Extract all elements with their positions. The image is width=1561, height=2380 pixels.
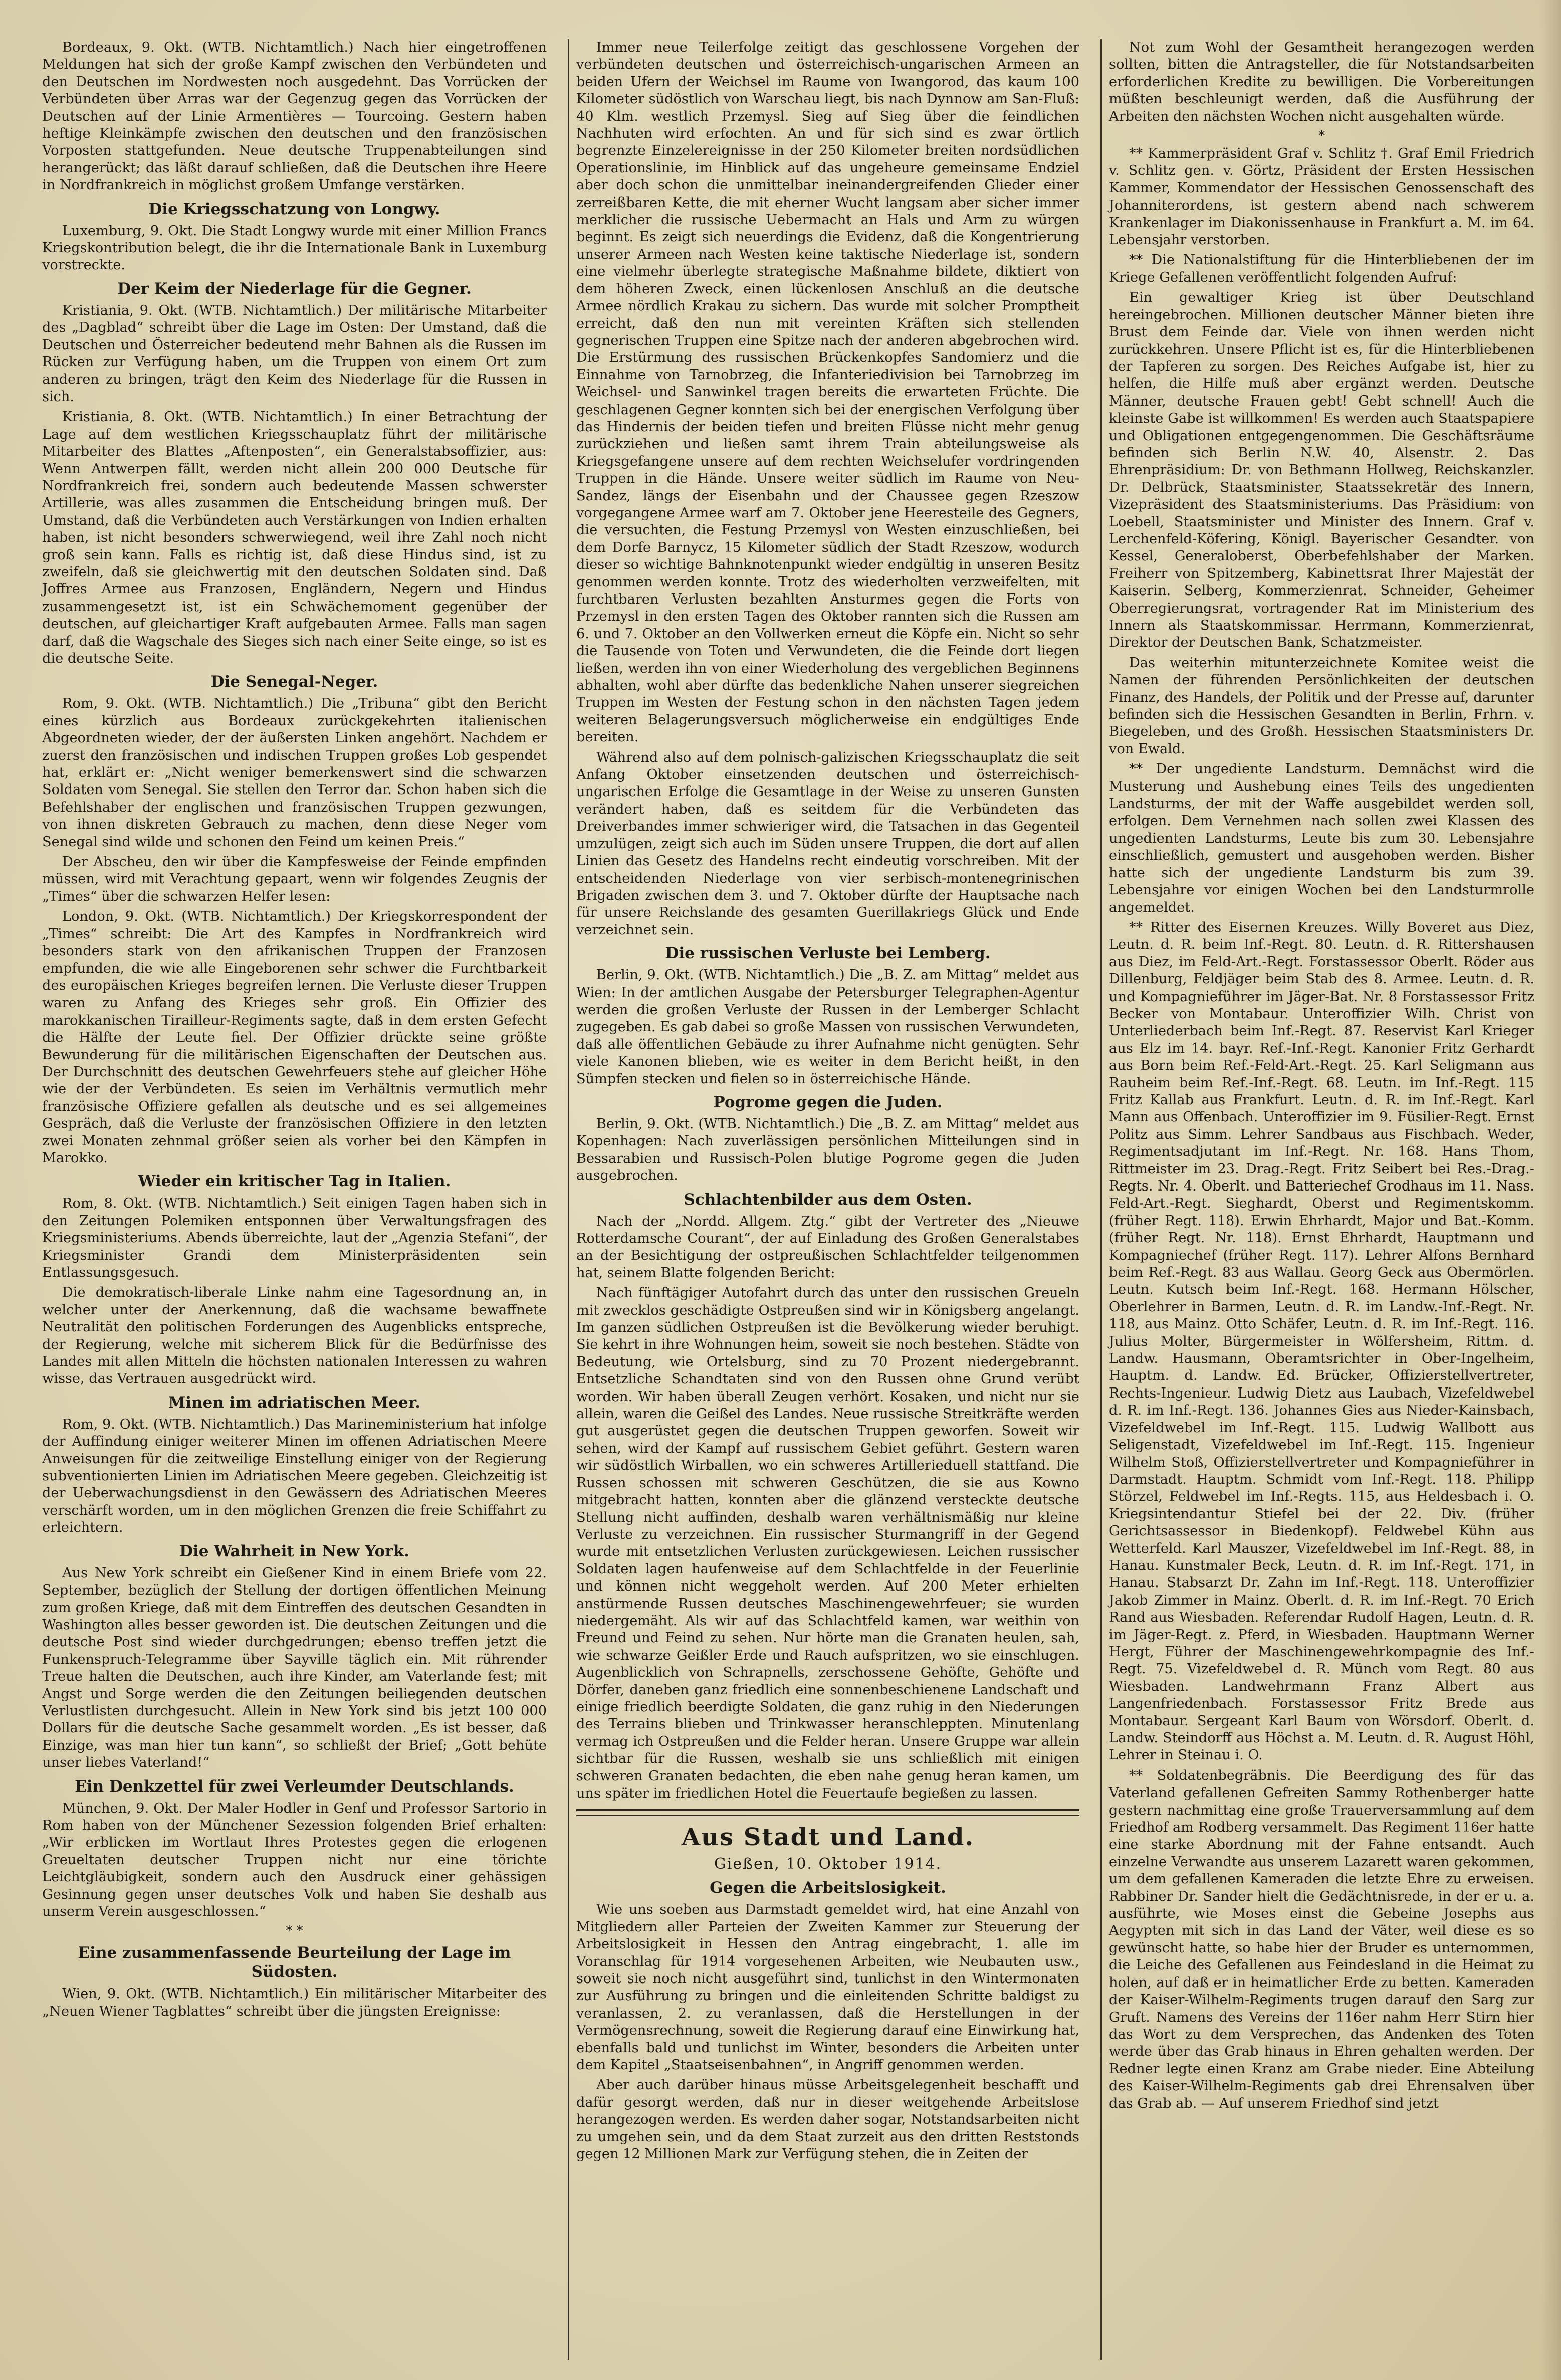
- section-separator: *: [1318, 128, 1325, 144]
- article-paragraph: Kristiania, 9. Okt. (WTB. Nichtamtlich.) Der militärische Mitarbeiter des „Dagblad“ schreibt über die Lage im Osten: Der Umstand, daß die Deutschen und Österreicher bedeutend mehr Bahnen als die Russen im Rücken zur Verfügung haben, um die Truppen von einem Ort zum anderen zu bringen, trägt den Keim des Niederlage für die Russen in sich.: [42, 302, 547, 405]
- article-paragraph: Aber auch darüber hinaus müsse Arbeitsgelegenheit beschafft und dafür gesorgt werden, daß nur in dieser weitgehende Arbeitslose herangezogen werden. Es werden daher sogar, Notstandsarbeiten nicht zu umgehen sein, und da dem Staat zurzeit aus den dritten Reststonds gegen 12 Millionen Mark zur Verfügung stehen, die in Zeiten der: [576, 2077, 1079, 2162]
- article-paragraph: Rom, 9. Okt. (WTB. Nichtamtlich.) Das Marineministerium hat infolge der Auffindung einiger weiterer Minen im offenen Adriatischen Meere Anweisungen für die zeitweilige Einstellung einiger von der Regierung subventionierten Linien im Adriatischen Meere gegeben. Gleichzeitig ist der Ueberwachungsdienst in den Gewässern des Adriatischen Meeres verschärft worden, um in den möglichen Grenzen die freie Schiffahrt zu erleichtern.: [42, 1416, 547, 1536]
- article-paragraph: Kristiania, 8. Okt. (WTB. Nichtamtlich.) In einer Betrachtung der Lage auf dem westlichen Kriegsschauplatz führt der militärische Mitarbeiter des Blattes „Aftenposten“, ein Generalstabsoffizier, aus: Wenn Antwerpen fällt, werden nicht allein 200 000 Deutsche für Nordfrankreich frei, sondern auch bedeutende Massen schwerster Artillerie, was alles zusammen die Entscheidung bringen muß. Der Umstand, daß die Verbündeten auch Verstärkungen von Indien erhalten haben, ist nicht besonders schwerwiegend, weil ihre Zahl noch nicht groß sein kann. Falls es richtig ist, daß diese Hindus sind, ist zu zweifeln, daß sie gleichwertig mit den deutschen Soldaten sind. Daß Joffres Armee aus Franzosen, Engländern, Negern und Hindus zusammengesetzt ist, ist ein Schwächemoment gegenüber der deutschen, auf gleichartiger Kraft aufgebauten Armee. Falls man sagen darf, daß die Wagschale des Sieges sich nach einer Seite einge, so ist es die deutsche Seite.: [42, 409, 547, 666]
- dateline: Gießen, 10. Oktober 1914.: [714, 1855, 942, 1873]
- article-heading: Der Keim der Niederlage für die Gegner.: [117, 279, 472, 298]
- article-heading: Schlachtenbilder aus dem Osten.: [684, 1190, 972, 1209]
- article-heading: Die Kriegsschatzung von Longwy.: [148, 200, 440, 218]
- article-paragraph: ** Ritter des Eisernen Kreuzes. Willy Boveret aus Diez, Leutn. d. R. beim Inf.-Regt. 80. Leutn. d. R. Rittershausen aus Diez, im Feld-Art.-Regt. Forstassessor Oberlt. Röder aus Dillenburg, Feldjäger beim Stab des 8. Armee. Leutn. d. R. und Kompagnieführer im Jäger-Bat. Nr. 8 Forstassessor Fritz Becker von Montabaur. Unteroffizier Wilh. Christ von Unterliederbach beim Inf.-Regt. 87. Reservist Karl Krieger aus Elz im 14. bayr. Ref.-Inf.-Regt. Kanonier Fritz Gerhardt aus Born beim Ref.-Feld-Art.-Regt. 25. Karl Seligmann aus Rauheim beim Ref.-Inf.-Regt. 68. Leutn. im Inf.-Regt. 115 Fritz Kallab aus Frankfurt. Leutn. d. R. im Inf.-Regt. Karl Mann aus Offenbach. Unteroffizier im 9. Füsilier-Regt. Ernst Politz aus Simm. Lehrer Sandbaus aus Fischbach. Weder, Regimentsadjutant im Inf.-Regt. Nr. 168. Hans Thom, Rittmeister im 23. Drag.-Regt. Fritz Seibert bei Res.-Drag.-Regts. Nr. 4. Oberlt. und Batteriechef Grodhaus im 11. Nass. Feld-Art.-Regt. Sieghardt, Oberst und Regimentskomm. (früher Regt. 118). Erwin Ehrhardt, Major und Bat.-Komm. (früher Regt. Nr. 118). Ernst Ehrhardt, Hauptmann und Kompagniechef (früher Regt. 117). Lehrer Alfons Bernhard beim Ref.-Regt. 83 aus Wallau. Georg Geck aus Obermörlen. Leutn. Kutsch beim Inf.-Regt. 168. Hermann Hölscher, Oberlehrer in Barmen, Leutn. d. R. im Landw.-Inf.-Regt. Nr. 118, aus Mainz. Otto Schäfer, Leutn. d. R. im Inf.-Regt. 116. Julius Molter, Bürgermeister in Wölfersheim, Rittm. d. Landw. Hausmann, Oberamtsrichter in Ober-Ingelheim, Hauptm. d. Landw. Ed. Brücker, Offizierstellvertreter, Rechts-Ingenieur. Ludwig Dietz aus Laubach, Vizefeldwebel d. R. im Inf.-Regt. 136. Johannes Gies aus Nieder-Kainsbach, Vizefeldwebel im Inf.-Regt. 115. Ludwig Wallbott aus Seligenstadt, Vizefeldwebel im Inf.-Regt. 115. Ingenieur Wilhelm Stoß, Offizierstellvertreter und Kompagnieführer in Darmstadt. Hauptm. Schmidt vom Inf.-Regt. 118. Philipp Störzel, Feldwebel im Inf.-Regts. 115, aus Heldesbach i. O. Kriegsintendantur Stiefel bei der 22. Div. (früher Gerichtsassessor in Biedenkopf). Feldwebel Kühn aus Wetterfeld. Karl Mauszer, Vizefeldwebel im Inf.-Regt. 88, in Hanau. Kunstmaler Beck, Leutn. d. R. im Inf.-Regt. 171, in Hanau. Stabsarzt Dr. Zahn im Inf.-Regt. 118. Unteroffizier Jakob Zimmer in Mainz. Oberlt. d. R. im Inf.-Regt. 70 Erich Rand aus Wiesbaden. Referendar Rudolf Hagen, Leutn. d. R. im Jäger-Regt. z. Pferd, in Wiesbaden. Hauptmann Werner Hergt, Führer der Maschinengewehrkompagnie des Inf.-Regt. 75. Vizefeldwebel d. R. Münch vom Regt. 80 aus Wiesbaden. Landwehrmann Franz Albert aus Langenfriedenbach. Forstassessor Fritz Brede aus Montabaur. Sergeant Karl Baum von Wörsdorf. Oberlt. d. Landw. Steindorff aus Höchst a. M. Leutn. d. R. August Höhl, Lehrer in Steinau i. O.: [1109, 919, 1534, 1763]
- column-3: [1100, 39, 1541, 2360]
- column-2: [568, 39, 1086, 2360]
- article-paragraph: Bordeaux, 9. Okt. (WTB. Nichtamtlich.) Nach hier eingetroffenen Meldungen hat sich der große Kampf zwischen den Verbündeten und den Deutschen im Nordwesten noch ausgedehnt. Das Vorrücken der Verbündeten über Arras war der Gegenzug gegen das Vorrücken der Deutschen auf der Linie Armentières — Tourcoing. Gestern haben heftige Kleinkämpfe zwischen den deutschen und den französischen Vorposten stattgefunden. Neue deutsche Truppenabteilungen sind herangerückt; das läßt darauf schließen, daß die Deutschen ihre Heere in Nordfrankreich in möglichst großem Umfange verstärken.: [42, 40, 547, 193]
- article-paragraph: London, 9. Okt. (WTB. Nichtamtlich.) Der Kriegskorrespondent der „Times“ schreibt: Die Art des Kampfes in Nordfrankreich wird besonders stark von den afrikanischen Truppen der Franzosen empfunden, die wie alle Eingeborenen sehr schwer die Furchtbarkeit des europäischen Krieges begreifen lernen. Die Verluste dieser Truppen waren zu Anfang des Krieges sehr groß. Ein Offizier des marokkanischen Tirailleur-Regiments sagte, daß in dem ersten Gefecht die Hälfte der Leute fiel. Der Offizier drückte seine größte Bewunderung für die militärischen Eigenschaften der Deutschen aus. Der Durchschnitt des deutschen Gewehrfeuers stehe auf gleicher Höhe wie der der Verbündeten. Es seien im Verhältnis vermutlich mehr französische Offiziere gefallen als deutsche und es sei allgemeines Gespräch, daß die Verluste der französischen Offiziere in den letzten zwei Monaten zehnmal größer seien als vorher bei den Kämpfen in Marokko.: [42, 909, 547, 1166]
- column-1: [35, 39, 554, 2360]
- article-heading: Pogrome gegen die Juden.: [713, 1093, 943, 1111]
- article-paragraph: Während also auf dem polnisch-galizischen Kriegsschauplatz die seit Anfang Oktober einsetzenden deutschen und österreichisch-ungarischen Erfolge die Gesamtlage in der Weise zu unseren Gunsten verändert haben, daß es seitdem für die Verbündeten das Dreiverbandes immer schwieriger wird, die Tatsachen in das Gegenteil umzulügen, zeigt sich auch im Süden unsere Truppen, die dort auf allen Linien das Gesetz des Handelns recht eindeutig vorschreiben. Mit der entscheidenden Niederlage von vier serbisch-montenegrinischen Brigaden zwischen dem 3. und 7. Oktober dürfte der Hauptsache nach für unsere Reichslande des gesamten Guerillakriegs Glück und Ende verzeichnet sein.: [576, 749, 1079, 938]
- article-heading: Die russischen Verluste bei Lemberg.: [665, 944, 991, 963]
- article-paragraph: München, 9. Okt. Der Maler Hodler in Genf und Professor Sartorio in Rom haben von der Münchener Sezession folgenden Brief erhalten: „Wir erblicken im Wortlaut Ihres Protestes gegen die erlogenen Greueltaten deutscher Truppen nicht nur eine törichte Leichtgläubigkeit, sondern auch den Ausdruck einer gehässigen Gesinnung gegen unser deutsches Volk und haben Sie deshalb aus unserm Verein ausgeschlossen.“: [42, 1800, 547, 1919]
- article-paragraph: Das weiterhin mitunterzeichnete Komitee weist die Namen der führenden Persönlichkeiten der deutschen Finanz, des Handels, der Politik und der Presse auf, darunter befinden sich die Hessischen Gesandten in Berlin, Frhrn. v. Biegeleben, und des Großh. Hessischen Staatsministers Dr. von Ewald.: [1109, 655, 1534, 757]
- double-rule: [576, 1809, 1079, 1816]
- article-paragraph: ** Kammerpräsident Graf v. Schlitz †. Graf Emil Friedrich v. Schlitz gen. v. Görtz, Präsident der Ersten Hessischen Kammer, Kommendator der Hessischen Genossenschaft des Johanniterordens, ist gestern abend nach schwerem Krankenlager im Diakonissenhause in Frankfurt a. M. im 64. Lebensjahr verstorben.: [1109, 146, 1534, 248]
- article-paragraph: Rom, 9. Okt. (WTB. Nichtamtlich.) Die „Tribuna“ gibt den Bericht eines kürzlich aus Bordeaux zurückgekehrten italienischen Abgeordneten wieder, der der äußersten Linken angehört. Nachdem er zuerst den französischen und indischen Truppen großes Lob gespendet hat, erklärt er: „Nicht weniger bemerkenswert sind die schwarzen Soldaten vom Senegal. Sie stellen den Terror dar. Schon haben sich die Befehlshaber der englischen und französischen Truppen gezwungen, von ihnen diskreten Gebrauch zu machen, denn diese Neger vom Senegal sind wilde und schonen den Feind um keinen Preis.“: [42, 696, 547, 850]
- article-paragraph: Nach fünftägiger Autofahrt durch das unter den russischen Greueln mit zwecklos geschädigte Ostpreußen sind wir in Königsberg angelangt. Im ganzen südlichen Ostpreußen ist die Bevölkerung wieder beruhigt. Sie kehrt in ihre Wohnungen heim, soweit sie noch bestehen. Städte von Bedeutung, wie Ortelsburg, sind zu 70 Prozent niedergebrannt. Entsetzliche Schandtaten sind von den Russen ohne Grund verübt worden. Wir haben überall Zeugen verhört. Kosaken, und nicht nur sie allein, waren die Geißel des Landes. Neue russische Streitkräfte werden gut ausgerüstet gegen die deutschen Truppen geworfen. Soweit wir sehen, wird der Kampf auf russischem Gebiet geführt. Gestern waren wir südöstlich Wirballen, wo ein schweres Artillerieduell stattfand. Die Russen schossen mit schweren Geschützen, die sie aus Kowno mitgebracht hatten, konnten aber die glänzend versteckte deutsche Stellung nicht auffinden, deshalb waren verhältnismäßig nur kleine Verluste zu verzeichnen. Ein russischer Sturmangriff in der Gegend wurde mit entsetzlichen Verlusten zurückgewiesen. Leichen russischer Soldaten lagen haufenweise auf dem Schlachtfelde in der Feuerlinie und können nicht weggeholt werden. Auf 200 Meter erhielten anstürmende Russen deutsches Maschinengewehrfeuer; sie wurden niedergemäht. Als wir auf das Schlachtfeld kamen, war weithin von Freund und Feind zu sehen. Nur hörte man die Granaten heulen, sah, wie schwarze Geißler Erde und Rauch aufspritzen, wo sie einschlugen. Augenblicklich von Schrapnells, zerschossene Gehöfte, Gehöfte und Dörfer, daneben ganz friedlich eine sonnenbeschienene Landschaft und einige friedlich beerdigte Soldaten, die ganz ruhig in den Niederungen des Terrains blieben und Trinkwasser heranschleppten. Minutenlang vermag ich Ostpreußen und die Felder heran. Unsere Gruppe war allein sichtbar für die Russen, weshalb sie uns schließlich mit einigen schweren Granaten bedachten, die eben nahe genug heran kamen, um uns später im friedlichen Hotel die Feuertaufe begießen zu lassen.: [576, 1285, 1079, 1801]
- article-heading: Eine zusammenfassende Beurteilung der Lage im Südosten.: [78, 1944, 511, 1981]
- column-grid: [35, 39, 1536, 2360]
- article-heading: Die Wahrheit in New York.: [179, 1542, 409, 1560]
- article-paragraph: ** Die Nationalstiftung für die Hinterbliebenen der im Kriege Gefallenen veröffentlicht folgenden Aufruf:: [1109, 252, 1534, 285]
- article-paragraph: Berlin, 9. Okt. (WTB. Nichtamtlich.) Die „B. Z. am Mittag“ meldet aus Wien: In der amtlichen Ausgabe der Petersburger Telegraphen-Agentur werden die großen Verluste der Russen in der Lemberger Schlacht zugegeben. Es gab dabei so große Massen von russischen Verwundeten, daß alle öffentlichen Gebäude zu ihrer Aufnahme nicht genügten. Sehr viele Kanonen blieben, wie es weiter in dem Bericht heißt, in den Sümpfen stecken und fielen so in österreichische Hände.: [576, 967, 1079, 1087]
- article-heading: Gegen die Arbeitslosigkeit.: [710, 1879, 946, 1897]
- article-paragraph: ** Der ungediente Landsturm. Demnächst wird die Musterung und Aushebung eines Teils des ungedienten Landsturms, der mit der Waffe ausgebildet werden soll, erfolgen. Dem Vernehmen nach sollen zwei Klassen des ungedienten Landsturms, Leute bis zum 30. Lebensjahre einschließlich, gemustert und ausgehoben werden. Bisher hatte sich der ungediente Landsturm bis zum 39. Lebensjahre vor einigen Wochen bei den Landsturmrolle angemeldet.: [1109, 761, 1534, 915]
- article-paragraph: Not zum Wohl der Gesamtheit herangezogen werden sollten, bitten die Antragsteller, die für Notstandsarbeiten erforderlichen Kredite zu bewilligen. Die Vorbereitungen müßten beschleunigt werden, daß die Ausführung der Arbeiten den nächsten Wochen nicht ausgehalten würde.: [1109, 40, 1534, 124]
- article-paragraph: Nach der „Nordd. Allgem. Ztg.“ gibt der Vertreter des „Nieuwe Rotterdamsche Courant“, der auf Einladung des Großen Generalstabes an der Besichtigung der ostpreußischen Schlachtfelder teilgenommen hat, seinem Blatte folgenden Bericht:: [576, 1213, 1079, 1281]
- article-paragraph: Luxemburg, 9. Okt. Die Stadt Longwy wurde mit einer Million Francs Kriegskontribution belegt, die ihr die Internationale Bank in Luxemburg vorstreckte.: [42, 223, 547, 273]
- article-heading: Minen im adriatischen Meer.: [168, 1393, 421, 1412]
- article-paragraph: Die demokratisch-liberale Linke nahm eine Tagesordnung an, in welcher unter der Anerkennung, daß die wachsame bewaffnete Neutralität den politischen Forderungen des Augenblicks entspreche, der Regierung, welche mit sicherem Blick für die Bedürfnisse des Landes mit allen Mitteln die höchsten nationalen Interessen zu wahren wisse, das Vertrauen ausgedrückt wird.: [42, 1285, 547, 1387]
- article-paragraph: Wie uns soeben aus Darmstadt gemeldet wird, hat eine Anzahl von Mitgliedern aller Parteien der Zweiten Kammer zur Steuerung der Arbeitslosigkeit in Hessen den Antrag eingebracht, 1. alle im Voranschlag für 1914 vorgesehenen Arbeiten, wie Neubauten usw., soweit sie noch nicht ausgeführt sind, tunlichst in den Wintermonaten zur Ausführung zu bringen und die einleitenden Schritte baldigst zu veranlassen, 2. zu veranlassen, daß die Herstellungen in der Vermögensrechnung, soweit die Regierung darauf eine Einwirkung hat, ebenfalls bald und tunlichst im Winter, besonders die Arbeiten unter dem Kapitel „Staatseisenbahnen“, in Angriff genommen werden.: [576, 1902, 1079, 2073]
- article-paragraph: ** Soldatenbegräbnis. Die Beerdigung des für das Vaterland gefallenen Gefreiten Sammy Rothenberger hatte gestern nachmittag eine große Trauerversammlung auf dem Friedhof am Rodberg versammelt. Das Regiment 116er hatte eine starke Abordnung mit der Fahne entsandt. Auch einzelne Verwandte aus unserem Lazarett waren gekommen, um dem gefallenen Kameraden die letzte Ehre zu erweisen. Rabbiner Dr. Sander hielt die Gedächtnisrede, in der er u. a. ausführte, wie Moses einst die Gebeine Josephs aus Aegypten mit sich in das Land der Väter, weil diese es so gewünscht hatte, so habe hier der Bruder es unternommen, die Leiche des Gefallenen aus Feindesland in die Heimat zu holen, auf daß er in heimatlicher Erde zu betten. Kameraden der Kaiser-Wilhelm-Regiments trugen darauf den Sarg zur Gruft. Namens des Vereins der 116er nahm Herr Stirn hier das Wort zu dem Versprechen, das Andenken des Toten werde über das Grab hinaus in Ehren gehalten werden. Der Redner legte einen Kranz am Grabe nieder. Eine Abteilung des Kaiser-Wilhelm-Regiments gab drei Ehrensalven über das Grab ab. — Auf unserem Friedhof sind jetzt: [1109, 1767, 1534, 2111]
- article-paragraph: Aus New York schreibt ein Gießener Kind in einem Briefe vom 22. September, bezüglich der Stellung der dortigen öffentlichen Meinung zum großen Kriege, daß mit dem Eintreffen des deutschen Gesandten in Washington alles besser geworden ist. Die deutschen Zeitungen und die deutsche Post sind wieder durchgedrungen; ebenso treffen jetzt die Funkenspruch-Telegramme über Sayville täglich ein. Mit rührender Treue halten die Deutschen, auch ihre Kinder, am Vaterlande fest; mit Angst und Sorge werden die den Zeitungen beiliegenden deutschen Verlustlisten durchgesucht. Allein in New York sind bis jetzt 100 000 Dollars für die deutsche Sache gesammelt worden. „Es ist besser, daß Einzige, was man hier tun kann“, so schließt der Brief; „Gott behüte unser liebes Vaterland!“: [42, 1565, 547, 1771]
- article-heading: Ein Denkzettel für zwei Verleumder Deutschlands.: [75, 1777, 514, 1796]
- article-paragraph: Immer neue Teilerfolge zeitigt das geschlossene Vorgehen der verbündeten deutschen und österreichisch-ungarischen Armeen an beiden Ufern der Weichsel im Raume von Iwangorod, das kaum 100 Kilometer südöstlich von Warschau liegt, bis nach Dynnow am San-Fluß: 40 Klm. westlich Przemysl. Sieg auf Sieg über die feindlichen Nachhuten wird erfochten. An und für sich sind es zwar örtlich begrenzte Einzelereignisse in der 250 Kilometer breiten nordsüdlichen Operationslinie, im Hinblick auf das ungeheure gemeinsame Endziel aber doch schon die unmittelbar ineinandergreifenden Glieder einer zerreißbaren Kette, die mit eherner Wucht langsam aber sicher immer merklicher die russische Uebermacht an Hals und Arm zu würgen beginnt. Es zeigt sich neuerdings die Evidenz, daß die Kongentrierung unserer Armeen nach Westen keine taktische Niederlage ist, sondern eine vielmehr überlegte strategische Maßnahme bildete, diktiert von dem höheren Zweck, einen lückenlosen Anschluß an die deutsche Armee nördlich Krakau zu sichern. Das wurde mit solcher Promptheit erreicht, daß den nun mit vereinten Kräften sich stellenden gegnerischen Truppen eine Spitze nach der anderen abgebrochen wird. Die Erstürmung des russischen Brückenkopfes Sandomierz und die Einnahme von Tarnobrzeg, die Infanteriedivision bei Tarnobrzeg im Weichsel- und Sanwinkel tragen bereits die erwarteten Früchte. Die geschlagenen Gegner konnten sich bei der energischen Verfolgung über das Hindernis der beiden tiefen und breiten Flüsse nicht mehr genug zurückziehen und ließen samt ihrem Train abteilungsweise als Kriegsgefangene unsere auf dem rechten Weichselufer vordringenden Truppen in die Hände. Unsere weiter südlich im Raume von Neu-Sandez, längs der Eisenbahn und der Chaussee gegen Rzeszow vorgegangene Armee warf am 7. Oktober jene Heeresteile des Gegners, die versuchten, die Festung Przemysl von Westen einzuschließen, bei dem Dorfe Barnycz, 15 Kilometer südlich der Stadt Rzeszow, wodurch dieser so wichtige Bahnknotenpunkt wieder endgültig in unseren Besitz genommen werden konnte. Trotz des wiederholten verzweifelten, mit furchtbaren Verlusten bezahlten Ansturmes gegen die Forts von Przemysl in den ersten Tagen des Oktober rannten sich die Russen am 6. und 7. Oktober an den Vollwerken erneut die Köpfe ein. Nicht so sehr die Tausende von Toten und Verwundeten, die die Feinde dort liegen ließen, werden ihn von einer Wiederholung des vergeblichen Beginnens abhalten, wohl aber dürfte das bedenkliche Nahen unserer siegreichen Truppen im Westen der Festung schon in den nächsten Tagen jedem weiteren Belagerungsversuch möglicherweise ein endgültiges Ende bereiten.: [576, 40, 1079, 745]
- article-heading: Die Senegal-Neger.: [210, 673, 378, 691]
- scan-edge-shadow: [1541, 0, 1561, 2380]
- article-paragraph: Der Abscheu, den wir über die Kampfesweise der Feinde empfinden müssen, wird mit Verachtung gepaart, wenn wir folgendes Zeugnis der „Times“ über die schwarzen Helfer lesen:: [42, 854, 547, 904]
- section-heading: Aus Stadt und Land.: [681, 1823, 975, 1852]
- article-paragraph: Ein gewaltiger Krieg ist über Deutschland hereingebrochen. Millionen deutscher Männer bieten ihre Brust dem Feinde dar. Viele von ihnen werden nicht zurückkehren. Unsere Pflicht ist es, für die Hinterbliebenen der Tapferen zu sorgen. Des Reiches Aufgabe ist, hier zu helfen, die Hilfe muß aber ergänzt werden. Deutsche Männer, deutsche Frauen gebt! Gebt schnell! Auch die kleinste Gabe ist willkommen! Es werden auch Staatspapiere und Obligationen entgegengenommen. Die Geschäftsräume befinden sich Berlin N.W. 40, Alsenstr. 2. Das Ehrenpräsidium: Dr. von Bethmann Hollweg, Reichskanzler. Dr. Delbrück, Staatsminister, Staatssekretär des Innern, Vizepräsident des Staatsministeriums. Das Präsidium: von Loebell, Staatsminister und Minister des Innern. Graf v. Lerchenfeld-Köfering, Königl. Bayerischer Gesandter. von Kessel, Generaloberst, Oberbefehlshaber der Marken. Freiherr von Spitzemberg, Kabinettsrat Ihrer Majestät der Kaiserin. Selberg, Kommerzienrat. Schneider, Geheimer Oberregierungsrat, vortragender Rat im Ministerium des Innern als Staatskommissar. Herrmann, Kommerzienrat, Direktor der Deutschen Bank, Schatzmeister.: [1109, 290, 1534, 651]
- article-heading: Wieder ein kritischer Tag in Italien.: [138, 1172, 451, 1191]
- article-paragraph: Rom, 8. Okt. (WTB. Nichtamtlich.) Seit einigen Tagen haben sich in den Zeitungen Polemiken entsponnen über Verwaltungsfragen des Kriegsministeriums. Abends überreichte, laut der „Agenzia Stefani“, der Kriegsminister Grandi dem Ministerpräsidenten sein Entlassungsgesuch.: [42, 1196, 547, 1280]
- article-paragraph: Wien, 9. Okt. (WTB. Nichtamtlich.) Ein militärischer Mitarbeiter des „Neuen Wiener Tagblattes“ schreibt über die jüngsten Ereignisse:: [42, 1986, 547, 2019]
- article-paragraph: Berlin, 9. Okt. (WTB. Nichtamtlich.) Die „B. Z. am Mittag“ meldet aus Kopenhagen: Nach zuverlässigen persönlichen Mitteilungen sind in Bessarabien und Russisch-Polen blutige Pogrome gegen die Juden ausgebrochen.: [576, 1116, 1079, 1184]
- section-separator: * *: [286, 1923, 303, 1939]
